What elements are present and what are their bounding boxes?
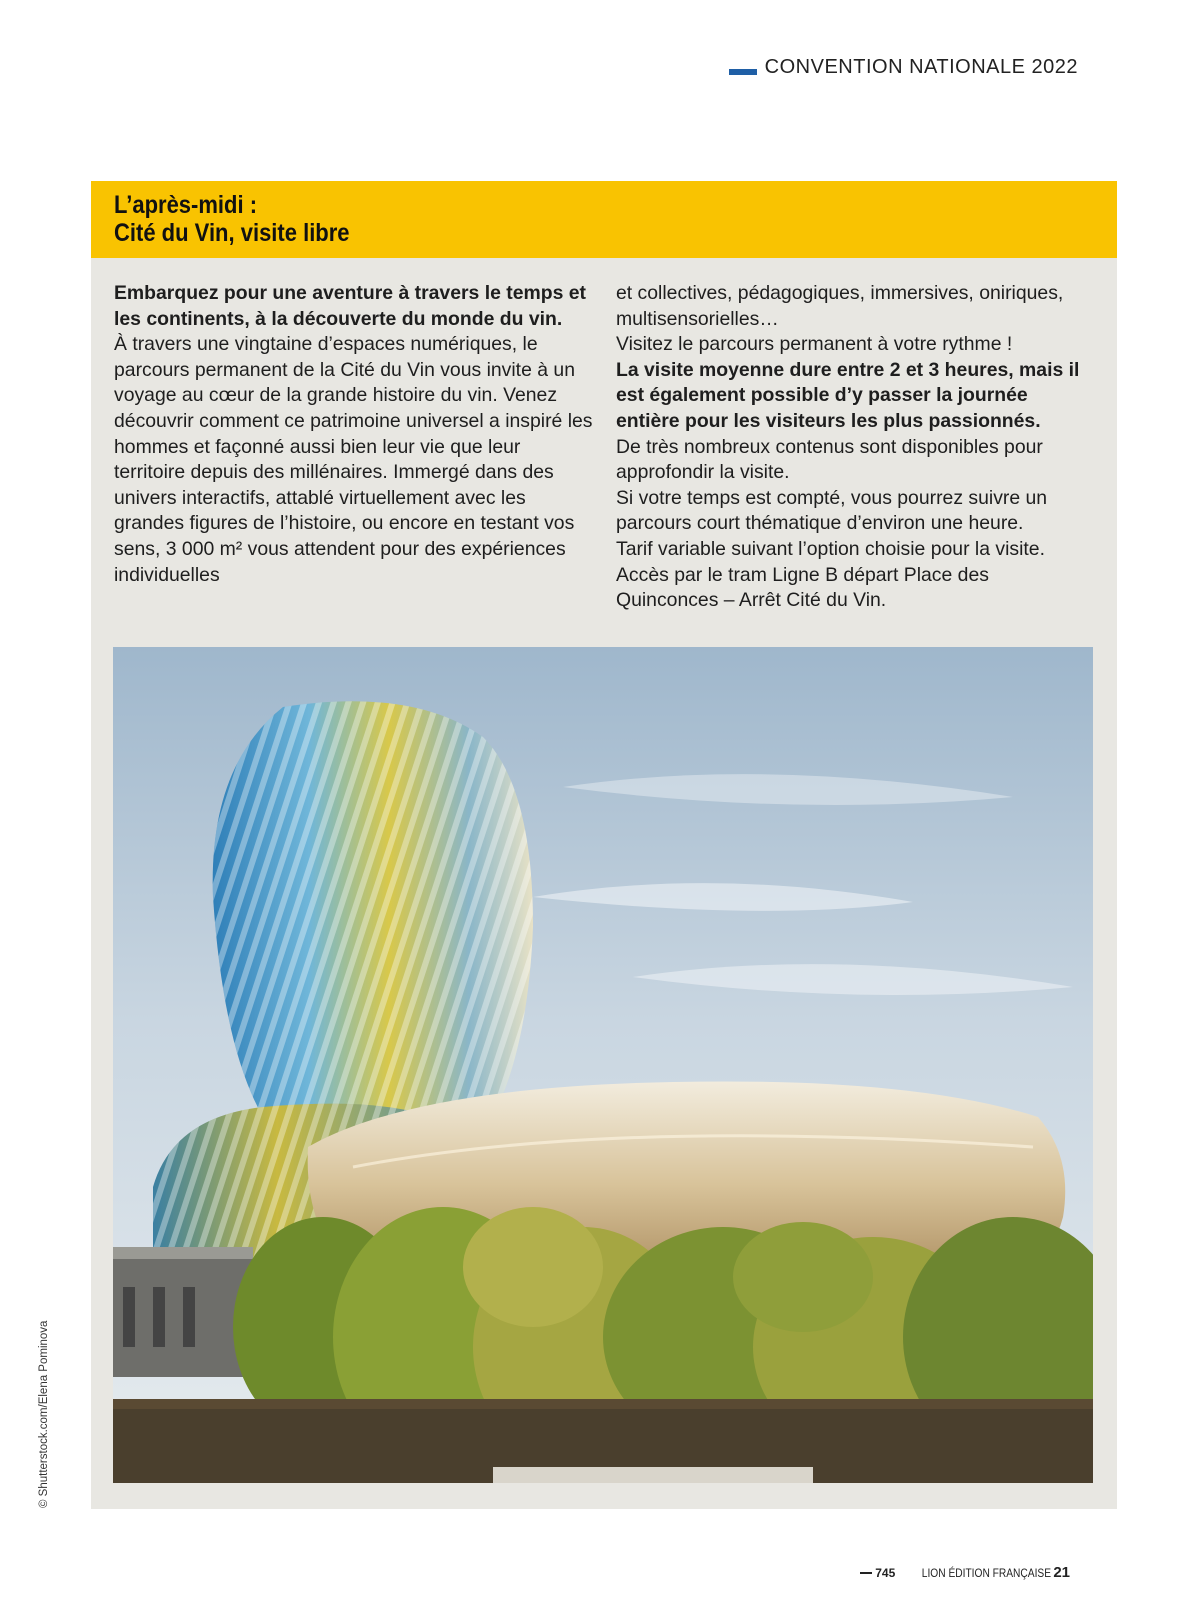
panel-title-line-1: L’après-midi : bbox=[114, 191, 258, 219]
page-header bbox=[729, 56, 1078, 79]
page-footer bbox=[860, 1564, 1070, 1581]
right-paragraph-1: et collectives, pédagogiques, immersives, oniriques, multisensorielles… bbox=[616, 282, 1064, 330]
lead-paragraph: Embarquez pour une aventure à travers le temps et les continents, à la découverte du monde du vin. bbox=[114, 282, 586, 330]
right-column bbox=[616, 281, 1096, 614]
panel-title-banner bbox=[91, 181, 1117, 258]
right-paragraph-2: Visitez le parcours permanent à votre rythme ! bbox=[616, 333, 1013, 356]
page-number: 21 bbox=[1053, 1564, 1070, 1581]
issue-number: 745 bbox=[875, 1566, 896, 1580]
photo-credit: © Shutterstock.com/Elena Pominova bbox=[38, 1320, 50, 1508]
right-paragraph-6: Tarif variable suivant l’option choisie pour la visite. bbox=[616, 537, 1045, 560]
body-paragraph: À travers une vingtaine d’espaces numériques, le parcours permanent de la Cité du Vin vous invite à un voyage au cœur de la grande histoire du vin. Venez découvrir comment ce patrimoine universel a inspiré les hommes et façonné aussi bien leur vie que leur territoire depuis des millénaires. Immergé dans des univers interactifs, attablé virtuellement avec les grandes figures de l’histoire, ou encore en testant vos sens, 3 000 m² vous attendent pour des expériences individuelles bbox=[114, 333, 593, 586]
right-paragraph-bold: La visite moyenne dure entre 2 et 3 heures, mais il est également possible d’y passer la journée entière pour les visiteurs les plus passionnés. bbox=[616, 358, 1080, 432]
article-panel bbox=[91, 181, 1117, 1509]
right-paragraph-7: Accès par le tram Ligne B départ Place des Quinconces – Arrêt Cité du Vin. bbox=[616, 563, 989, 612]
cite-du-vin-photo bbox=[113, 647, 1093, 1483]
right-paragraph-5: Si votre temps est compté, vous pourrez suivre un parcours court thématique d’environ une heure. bbox=[616, 486, 1048, 535]
magazine-name: LION ÉDITION FRANÇAISE bbox=[922, 1566, 1052, 1580]
panel-title bbox=[114, 191, 997, 247]
left-column bbox=[114, 281, 594, 588]
header-accent-bar bbox=[729, 69, 757, 75]
header-title: CONVENTION NATIONALE 2022 bbox=[764, 56, 1078, 78]
right-paragraph-4: De très nombreux contenus sont disponibles pour approfondir la visite. bbox=[616, 435, 1043, 484]
panel-title-line-2: Cité du Vin, visite libre bbox=[114, 219, 350, 247]
footer-dash bbox=[860, 1572, 872, 1574]
